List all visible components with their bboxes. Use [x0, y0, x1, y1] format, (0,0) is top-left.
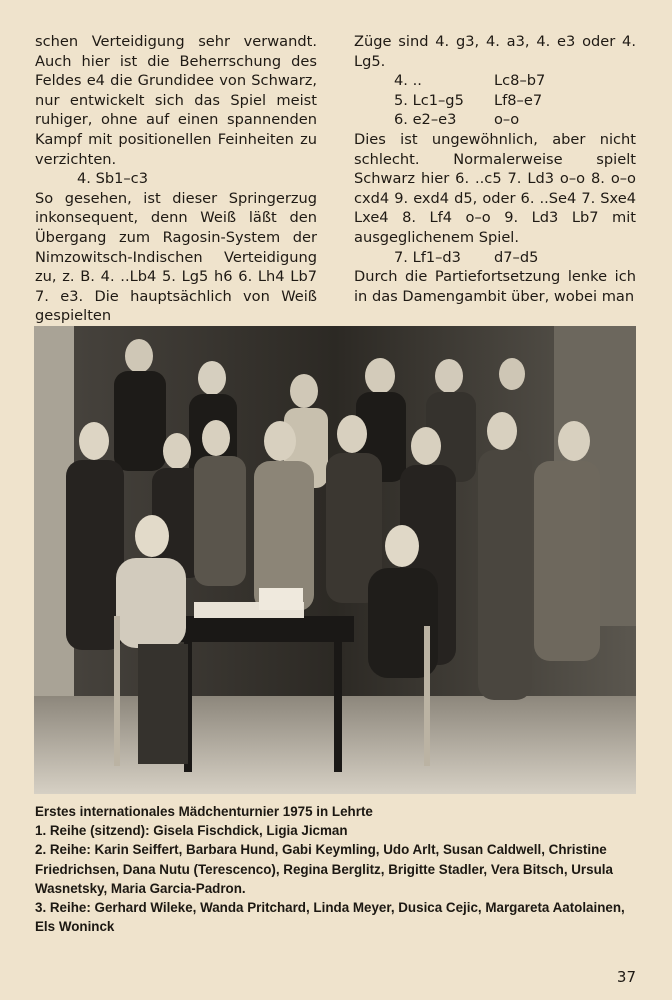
- white-move: 6. e2–e3: [394, 111, 457, 129]
- paragraph: Durch die Partiefortsetzung lenke ich in das Damengambit über, wobei man: [354, 268, 636, 305]
- move-row: [354, 71, 636, 91]
- move-row: [354, 248, 636, 268]
- group-photo: [34, 326, 636, 794]
- black-move: o–o: [494, 111, 520, 129]
- paragraph: So gesehen, ist dieser Springerzug inkonsequent, denn Weiß läßt den Übergang zum Ragosin-System der Nimzowitsch-Indischen Verteidigung zu, z. B. 4. ..Lb4 5. Lg5 h6 6. Lh4 Lb7 7. e3. Die hauptsächlich von Weiß gespielten: [35, 189, 317, 325]
- black-move: Lf8–e7: [494, 91, 543, 109]
- group-photo-illustration: [34, 326, 636, 794]
- caption-row-2: 2. Reihe: Karin Seiffert, Barbara Hund, Gabi Keymling, Udo Arlt, Susan Caldwell, Christine Friedrichsen, Dana Nutu (Terescenco), Regina Berglitz, Brigitte Stadler, Vera Bitsch, Ursula Wasnetsky, Maria Garcia-Padron.: [35, 842, 613, 896]
- black-move: d7–d5: [494, 248, 539, 266]
- paragraph: Dies ist ungewöhnlich, aber nicht schlecht. Normalerweise spielt Schwarz hier 6. ..c5 7. Ld3 o–o 8. o–o cxd4 9. exd4 d5, oder 6. ..Se4 7. Sxe4 Lxe4 8. Lf4 o–o 9. Ld3 Lb7 mit ausgeglichenem Spiel.: [354, 130, 636, 246]
- photo-caption: [35, 802, 637, 936]
- page-number: 37: [616, 968, 636, 986]
- move-row: [354, 91, 636, 111]
- caption-row-1: 1. Reihe (sitzend): Gisela Fischdick, Ligia Jicman: [35, 823, 348, 839]
- black-move: Lc8–b7: [494, 72, 546, 90]
- paragraph: Züge sind 4. g3, 4. a3, 4. e3 oder 4. Lg5.: [354, 33, 636, 70]
- caption-row-3: 3. Reihe: Gerhard Wileke, Wanda Pritchard, Linda Meyer, Dusica Cejic, Margareta Aatolainen, Els Woninck: [35, 900, 625, 935]
- caption-title: Erstes internationales Mädchenturnier 1975 in Lehrte: [35, 804, 373, 819]
- move-row: [354, 110, 636, 130]
- left-text-column: [35, 32, 317, 326]
- white-move: 5. Lc1–g5: [394, 91, 464, 109]
- chess-move: 4. Sb1–c3: [77, 170, 148, 188]
- paragraph: schen Verteidigung sehr verwandt. Auch hier ist die Beherrschung des Feldes e4 die Grundidee von Schwarz, nur entwickelt sich das Spiel meist ruhiger, ohne auf einen spannenden Kampf mit positionellen Feinheiten zu verzichten.: [35, 33, 317, 168]
- right-text-column: [354, 32, 636, 306]
- white-move: 7. Lf1–d3: [394, 248, 461, 266]
- white-move: 4. ..: [394, 72, 422, 90]
